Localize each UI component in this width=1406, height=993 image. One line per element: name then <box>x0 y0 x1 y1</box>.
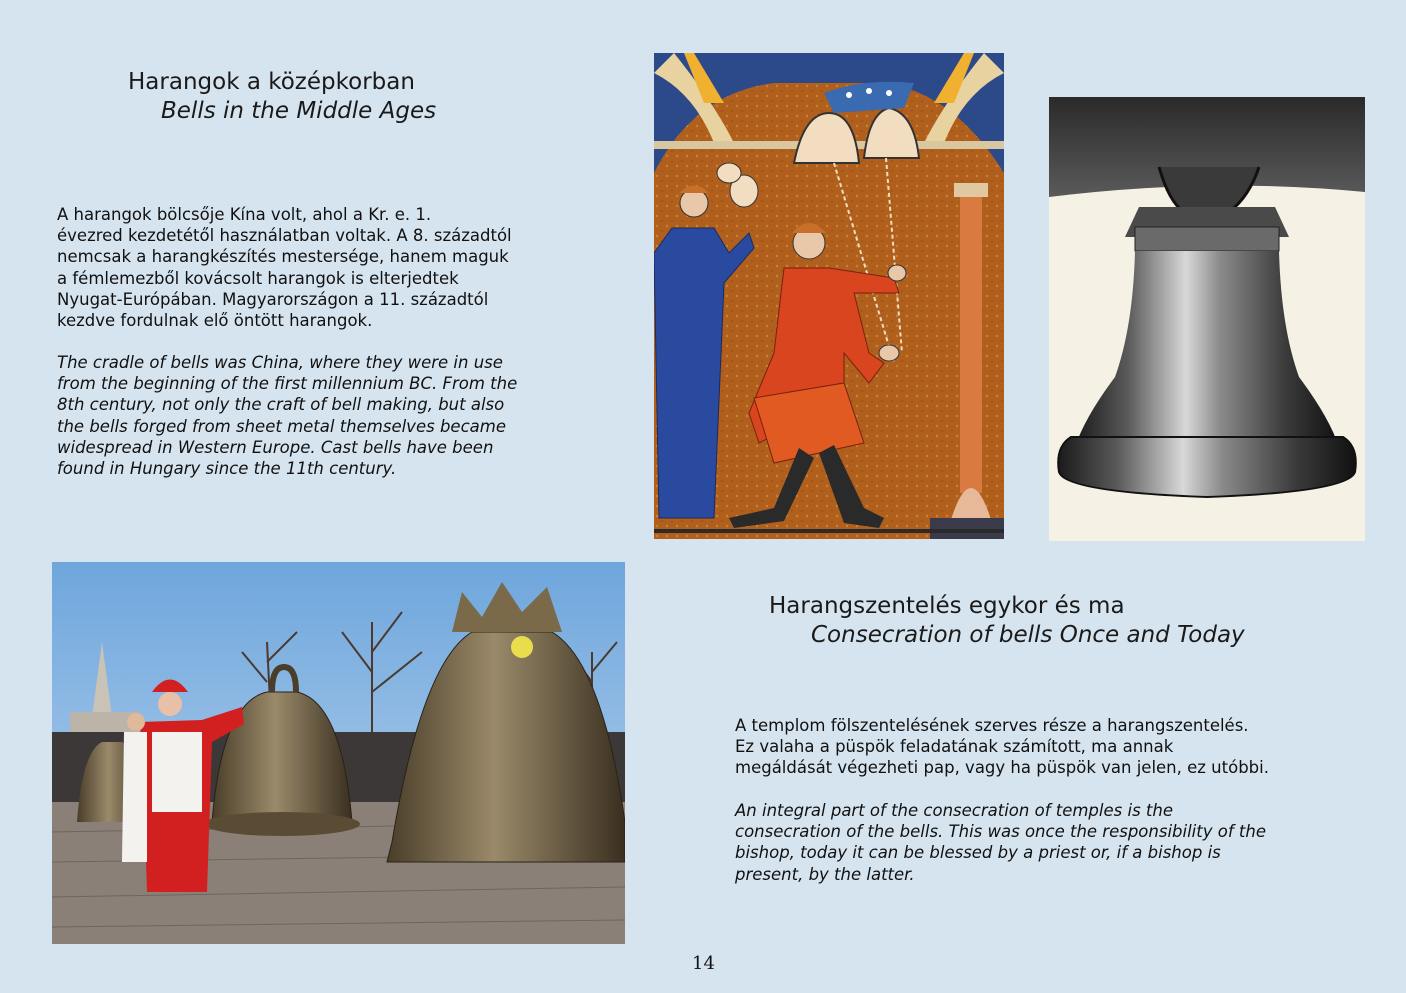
page-number: 14 <box>692 953 715 974</box>
bronze-bell-photo <box>1049 97 1365 541</box>
section2-title-hu: Harangszentelés egykor és ma <box>769 593 1125 619</box>
section2-title-en: Consecration of bells Once and Today <box>811 622 1245 648</box>
section1-title-en: Bells in the Middle Ages <box>161 98 437 124</box>
section2-text-en: An integral part of the consecration of temples is the consecration of the bells. This was once the responsibility of the bishop, today it can be blessed by a priest or, if a bishop is present, by the latter. <box>735 801 1266 884</box>
section1-title-hu: Harangok a középkorban <box>128 69 415 95</box>
section1-text-hu: A harangok bölcsője Kína volt, ahol a Kr. e. 1. évezred kezdetétől használatban voltak. A 8. századtól nemcsak a harangkészítés mestersége, hanem maguk a fémlemezből kovácsolt harangok is elterjedtek Nyugat-Európában. Magyarországon a 11. századtól kezdve fordulnak elő öntött harangok. <box>57 205 512 331</box>
manuscript-bell-ringers-image <box>654 53 1004 539</box>
section1-text-en: The cradle of bells was China, where they were in use from the beginning of the first millennium BC. From the 8th century, not only the craft of bell making, but also the bells forged from sheet metal themselves became widespread in Western Europe. Cast bells have been found in Hungary since the 11th century. <box>57 353 518 479</box>
section2-text-hu: A templom fölszentelésének szerves része a harangszentelés. Ez valaha a püspök feladatának számított, ma annak megáldását végezheti pap, vagy ha püspök van jelen, ez utóbbi. <box>735 716 1269 778</box>
consecration-ceremony-photo <box>52 562 625 944</box>
